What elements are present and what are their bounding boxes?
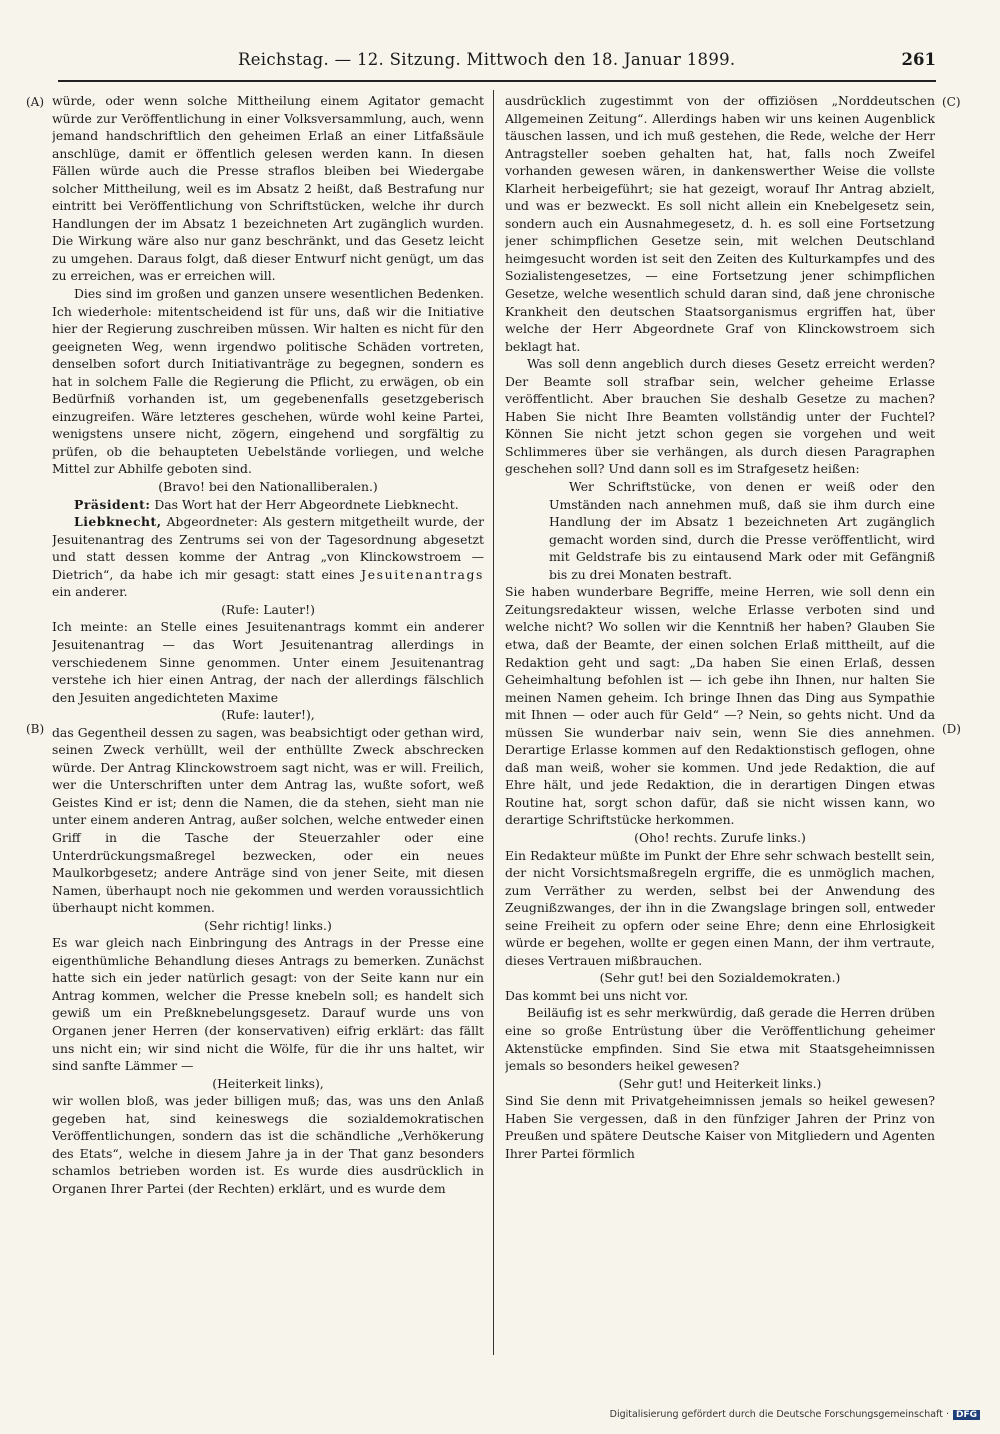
quoted-law-text: Wer Schriftstücke, von denen er weiß oder den Umständen nach annehmen muß, daß sie ihm durch eine Handlung der im Absatz 1 bezeichneten Art zugänglich gemacht worden sind, durch die Presse veröffentlicht, wird mit Geldstrafe bis zu eintausend Mark oder mit Gefängniß bis zu drei Monaten bestraft.	[549, 479, 935, 582]
left-column	[52, 92, 484, 1352]
interjection: (Sehr richtig! links.)	[204, 917, 332, 933]
speaker-name: Liebknecht,	[74, 514, 162, 530]
paragraph: Es war gleich nach Einbringung des Antrags in der Presse eine eigenthümliche Behandlung dieses Antrags zu bemerken. Zunächst hatte sich ein jeder natürlich gesagt: von der Seite kann nur ein Antrag kommen, welcher die Presse knebeln soll; es handelt sich gewiß um ein Preßknebelungsgesetz. Darauf wurde uns von Organen jener Herren (der konservativen) eifrig erklärt: das fällt uns nicht ein; wir sind nicht die Wölfe, für die ihr uns haltet, wir sind sanfte Lämmer —	[52, 935, 484, 1074]
paragraph: Beiläufig ist es sehr merkwürdig, daß gerade die Herren drüben eine so große Entrüstung über die Veröffentlichung geheimer Aktenstücke empfinden. Sind Sie etwa mit Staatsgeheimnissen jemals so besonders heikel gewesen?	[505, 1005, 935, 1074]
margin-marker-c: (C)	[942, 95, 961, 109]
paragraph: Ich meinte: an Stelle eines Jesuitenantrags kommt ein anderer Jesuitenantrag — das Wort Jesuitenantrag allerdings in verschiedenem Sinne genommen. Unter einem Jesuitenantrag verstehe ich hier einen Antrag, der nach der allerdings fälschlich den Jesuiten angedichteten Maxime	[52, 619, 484, 705]
emphasis-text: Jesuitenantrags	[361, 566, 484, 582]
page-header	[58, 44, 936, 82]
margin-marker-b: (B)	[26, 722, 45, 736]
paragraph: Dies sind im großen und ganzen unsere wesentlichen Bedenken. Ich wiederhole: mitentscheidend ist für uns, daß wir die Initiative hier der Regierung zuschreiben müssen. Wir halten es nicht für den geeigneten Weg, wenn irgendwo politische Schäden vortreten, denselben sofort durch Initiativanträge zu begegnen, sondern es hat in solchem Falle die Regierung die Pflicht, zu erwägen, ob ein Bedürfniß vorhanden ist, um gegebenenfalls gesetzgeberisch einzugreifen. Wäre letzteres geschehen, würde wohl keine Partei, wenigstens unsere nicht, zögern, eingehend und sorgfältig zu prüfen, ob die behaupteten Uebelstände vorliegen, und welche Mittel zur Abhilfe geboten sind.	[52, 286, 484, 477]
paragraph: würde, oder wenn solche Mittheilung einem Agitator gemacht würde zur Veröffentlichung in einer Volksversammlung, auch, wenn jemand handschriftlich den geheimen Erlaß an einer Litfaßsäule anschlüge, damit er öffentlich gelesen werden kann. In diesen Fällen würde auch die Presse straflos bleiben bei Wiedergabe solcher Mittheilung, weil es im Absatz 2 heißt, daß Bestrafung nur eintritt bei Veröffentlichung von Schriftstücken, welche ihr durch Handlungen der im Absatz 1 bezeichneten Art zugänglich wurden. Die Wirkung wäre also nur ganz beschränkt, und das Gesetz leicht zu umgehen. Daraus folgt, daß dieser Entwurf nicht genügt, um das zu erreichen, was er erreichen will.	[52, 93, 484, 284]
margin-marker-a: (A)	[26, 95, 45, 109]
interjection: (Heiterkeit links),	[212, 1075, 324, 1091]
paragraph: Das kommt bei uns nicht vor.	[505, 987, 689, 1003]
margin-marker-d: (D)	[942, 722, 961, 736]
speech-text: Abgeordneter: Als gestern mitgetheilt wurde, der Jesuitenantrag des Zentrums sei von der Tagesordnung abgesetzt und statt dessen komme der Antrag „von Klinckowstroem — Dietrich“, da habe ich mir gesagt: statt eines	[52, 514, 484, 582]
interjection: (Rufe: lauter!),	[221, 707, 315, 723]
speech-text: ein anderer.	[52, 584, 128, 600]
interjection: (Rufe: Lauter!)	[221, 601, 315, 617]
interjection: (Sehr gut! und Heiterkeit links.)	[618, 1075, 822, 1091]
page-number: 261	[901, 50, 936, 69]
interjection: (Oho! rechts. Zurufe links.)	[634, 829, 806, 845]
column-divider	[493, 90, 494, 1355]
interjection: (Sehr gut! bei den Sozialdemokraten.)	[599, 970, 841, 986]
paragraph: Was soll denn angeblich durch dieses Gesetz erreicht werden? Der Beamte soll strafbar sein, welcher geheime Erlasse veröffentlicht. Aber brauchen Sie deshalb Gesetze zu machen? Haben Sie nicht Ihre Beamten vollständig unter der Fuchtel? Können Sie nicht jetzt schon gegen sie vorgehen und weit Schlimmeres über sie verhängen, als durch diesen Paragraphen geschehen soll? Und dann soll es im Strafgesetz heißen:	[505, 356, 935, 477]
speaker-paragraph	[52, 513, 484, 601]
paragraph: Sie haben wunderbare Begriffe, meine Herren, wie soll denn ein Zeitungsredakteur wissen, welche Erlasse verboten sind und welche nicht? Wo sollen wir die Kenntniß her haben? Glauben Sie etwa, daß der Beamte, der einen solchen Erlaß mittheilt, auf die Redaktion geht und sagt: „Da haben Sie einen Erlaß, dessen Geheimhaltung befohlen ist — ich gebe ihn Ihnen, nur halten Sie meinen Namen geheim. Ich bringe Ihnen das Ding aus Sympathie mit Ihnen — oder auch für Geld“ —? Nein, so gehts nicht. Und da müssen Sie wunderbar naiv sein, wenn Sie dies annehmen. Derartige Erlasse kommen auf den Redaktionstisch geflogen, ohne daß man weiß, woher sie kommen. Und jede Redaktion, die auf Ehre hält, und jede Redaktion, die in derartigen Dingen etwas Routine hat, sorgt schon dafür, daß sie nicht wissen kann, wo derartige Schriftstücke herkommen.	[505, 584, 935, 828]
paragraph: Ein Redakteur müßte im Punkt der Ehre sehr schwach bestellt sein, der nicht Vorsichtsmaßregeln ergriffe, die es unmöglich machen, zum Verräther zu werden, selbst bei der Anwendung des Zeugnißzwanges, der ihn in die Zwangslage bringen soll, entweder seine Freiheit zu opfern oder seine Ehre; denn eine Ehrlosigkeit würde er begehen, wollte er gegen einen Mann, der ihm vertraute, dieses Vertrauen mißbrauchen.	[505, 847, 935, 968]
paragraph: das Gegentheil dessen zu sagen, was beabsichtigt oder gethan wird, seinen Zweck verhüllt, weil der enthüllte Zweck abschrecken würde. Der Antrag Klinckowstroem sagt nicht, was er will. Freilich, wer die Unterschriften unter dem Antrag las, wußte sofort, weß Geistes Kind er ist; denn die Namen, die da stehen, sieht man nie unter einem anderen Antrag, außer solchen, welche entweder einen Griff in die Tasche der Steuerzahler oder eine Unterdrückungsmaßregel bezwecken, oder ein neues Maulkorbgesetz; andere Anträge sind von jener Seite, mit diesen Namen, überhaupt noch nie gekommen und werden voraussichtlich überhaupt nicht kommen.	[52, 724, 484, 916]
speech-text: Das Wort hat der Herr Abgeordnete Liebknecht.	[150, 496, 459, 512]
paragraph: Sind Sie denn mit Privatgeheimnissen jemals so heikel gewesen? Haben Sie vergessen, daß in den fünfziger Jahren der Prinz von Preußen und spätere Deutsche Kaiser von Mitgliedern und Agenten Ihrer Partei förmlich	[505, 1093, 935, 1161]
paragraph: ausdrücklich zugestimmt von der offiziösen „Norddeutschen Allgemeinen Zeitung“. Allerdings haben wir uns keinen Augenblick täuschen lassen, und ich muß gestehen, die Rede, welche der Herr Antragsteller soeben gehalten hat, hat, falls noch Zweifel vorhanden gewesen wären, in dankenswerther Weise die vollste Klarheit herbeigeführt; sie hat gezeigt, worauf Ihr Antrag abzielt, und was er bezweckt. Es soll nicht allein ein Knebelgesetz sein, sondern auch ein Ausnahmegesetz, d. h. es soll eine Fortsetzung jener schimpflichen Gesetze sein, mit welchen Deutschland heimgesucht worden ist seit den Zeiten des Kulturkampfes und des Sozialistengesetzes, — eine Fortsetzung jener schimpflichen Gesetze, welche wesentlich schuld daran sind, daß jene chronische Krankheit den deutschen Staatsorganismus ergriffen hat, über welche der Herr Abgeordnete Graf von Klinckowstroem sich beklagt hat.	[505, 93, 935, 354]
speaker-paragraph	[52, 496, 484, 514]
paragraph: wir wollen bloß, was jeder billigen muß; das, was uns den Anlaß gegeben hat, sind keineswegs die sozialdemokratischen Veröffentlichungen, sondern das ist die schändliche „Verhökerung des Etats“, welche in diesem Jahre ja in der That ganz besonders schamlos betrieben worden ist. Es wurde dies ausdrücklich in Organen Ihrer Partei (der Rechten) erklärt, und es wurde dem	[52, 1093, 484, 1196]
dfg-logo: DFG	[953, 1410, 980, 1420]
digitization-credit	[610, 1409, 980, 1420]
credit-text: Digitalisierung gefördert durch die Deutsche Forschungsgemeinschaft ·	[609, 1409, 949, 1420]
interjection: (Bravo! bei den Nationalliberalen.)	[158, 479, 378, 495]
running-title: Reichstag. — 12. Sitzung. Mittwoch den 18. Januar 1899.	[238, 50, 736, 69]
speaker-name: Präsident:	[74, 496, 151, 512]
right-column	[505, 92, 935, 1352]
